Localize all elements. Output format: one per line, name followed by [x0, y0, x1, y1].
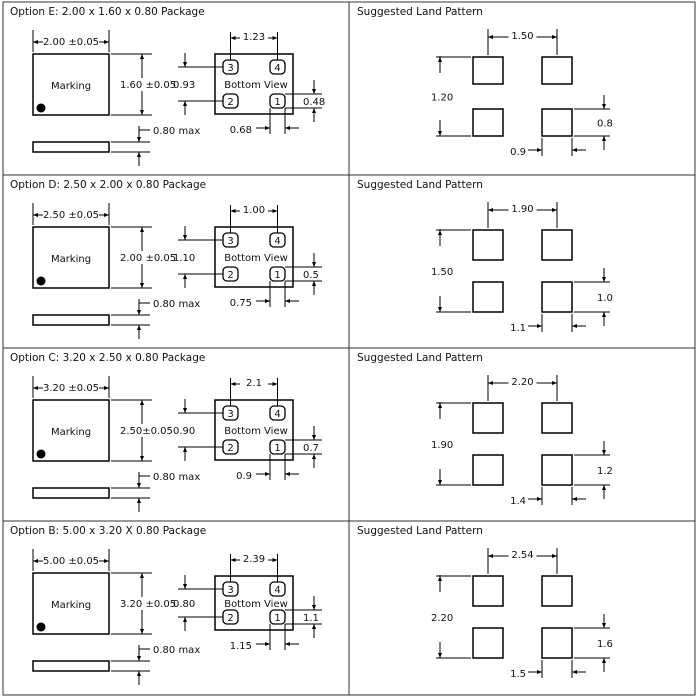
pad-1-number: 1	[274, 443, 281, 454]
land-pattern-title: Suggested Land Pattern	[357, 352, 483, 364]
thickness-label: 0.80 max	[153, 126, 201, 137]
thickness-label: 0.80 max	[153, 472, 201, 483]
land-pad-bottom-left	[473, 282, 503, 312]
land-pattern-title: Suggested Land Pattern	[357, 525, 483, 537]
land-pitch-y-label: 1.20	[431, 92, 454, 104]
pad-1-number: 1	[274, 270, 281, 281]
pad-w-label: 0.9	[236, 471, 252, 482]
pad-4-number: 4	[274, 63, 281, 74]
pad-1-number: 1	[274, 97, 281, 108]
pad-3-number: 3	[227, 409, 234, 420]
package-side-view	[33, 661, 109, 671]
pad-w-label: 0.75	[229, 298, 252, 309]
land-pad-w-label: 1.4	[510, 496, 526, 507]
land-pad-h-label: 0.8	[597, 118, 613, 130]
pitch-x-label: 2.1	[246, 378, 262, 389]
pitch-y-label: 0.80	[173, 599, 196, 610]
width-dim-label: 2.00 ±0.05	[42, 37, 100, 48]
thickness-label: 0.80 max	[153, 645, 201, 656]
bottom-view-label: Bottom View	[224, 80, 288, 91]
height-dim-label: 1.60 ±0.05	[120, 80, 177, 91]
pad-3-number: 3	[227, 236, 234, 247]
land-pad-bottom-right	[542, 282, 572, 312]
width-dim-label: 5.00 ±0.05	[42, 556, 100, 567]
pad-h-label: 0.5	[303, 270, 319, 281]
land-pattern-title: Suggested Land Pattern	[357, 179, 483, 191]
land-pad-top-right	[542, 403, 572, 433]
marking-label: Marking	[50, 254, 92, 265]
land-pitch-y-label: 1.50	[431, 267, 454, 278]
pad-4-number: 4	[274, 409, 281, 420]
pad-2-number: 2	[227, 613, 234, 624]
land-pad-h-label: 1.0	[597, 293, 613, 304]
pad-4-number: 4	[274, 236, 281, 247]
land-pad-w-label: 0.9	[510, 147, 526, 158]
pin1-marker-dot	[37, 450, 46, 459]
pitch-y-label: 0.93	[173, 80, 196, 91]
package-side-view	[33, 315, 109, 325]
land-pad-bottom-right	[542, 455, 572, 485]
pitch-y-label: 0.90	[173, 426, 196, 437]
height-dim-label: 2.00 ±0.05	[120, 253, 177, 264]
land-pad-w-label: 1.1	[510, 323, 526, 334]
pitch-y-label: 1.10	[173, 253, 196, 264]
pitch-x-label: 1.23	[242, 32, 266, 43]
package-option-title: Option B: 5.00 x 3.20 X 0.80 Package	[10, 525, 207, 537]
height-dim-label: 2.50±0.05	[120, 426, 173, 437]
land-pad-bottom-left	[473, 628, 503, 658]
land-pad-h-label: 1.2	[597, 466, 613, 477]
pad-4-number: 4	[274, 585, 281, 596]
pad-w-label: 0.68	[229, 125, 252, 136]
marking-label: Marking	[50, 81, 92, 92]
land-pitch-x-label: 2.20	[511, 377, 534, 388]
marking-label: Marking	[50, 427, 92, 438]
pad-h-label: 0.48	[303, 97, 326, 108]
bottom-view-label: Bottom View	[224, 426, 288, 437]
pad-3-number: 3	[227, 585, 234, 596]
land-pad-top-right	[542, 57, 572, 84]
land-pitch-x-label: 2.54	[511, 550, 534, 561]
package-side-view	[33, 488, 109, 498]
land-pad-top-left	[473, 230, 503, 260]
land-pitch-x-label: 1.90	[511, 204, 534, 215]
land-pad-top-left	[473, 403, 503, 433]
pad-2-number: 2	[227, 270, 234, 281]
land-pad-bottom-right	[542, 628, 572, 658]
pad-2-number: 2	[227, 443, 234, 454]
height-dim-label: 3.20 ±0.05	[120, 599, 177, 610]
land-pad-top-left	[473, 57, 503, 84]
package-option-row	[10, 6, 613, 166]
pitch-x-label: 2.39	[242, 554, 266, 565]
pitch-x-label: 1.00	[242, 205, 266, 216]
land-pad-top-left	[473, 576, 503, 606]
pad-h-label: 0.7	[303, 443, 319, 454]
bottom-view-label: Bottom View	[224, 599, 288, 610]
width-dim-label: 2.50 ±0.05	[42, 210, 100, 221]
pad-3-number: 3	[227, 63, 234, 74]
pad-w-label: 1.15	[229, 641, 252, 652]
land-pad-top-right	[542, 576, 572, 606]
marking-label: Marking	[50, 600, 92, 611]
land-pad-bottom-right	[542, 109, 572, 136]
width-dim-label: 3.20 ±0.05	[42, 383, 100, 394]
pad-2-number: 2	[227, 97, 234, 108]
pin1-marker-dot	[37, 623, 46, 632]
land-pad-bottom-left	[473, 109, 503, 136]
land-pattern-title: Suggested Land Pattern	[357, 6, 483, 18]
package-side-view	[33, 142, 109, 152]
pad-1-number: 1	[274, 613, 281, 624]
land-pad-w-label: 1.5	[510, 669, 526, 680]
land-pitch-x-label: 1.50	[511, 31, 534, 42]
package-option-title: Option C: 3.20 x 2.50 x 0.80 Package	[10, 352, 206, 364]
pad-h-label: 1.1	[303, 613, 319, 624]
land-pad-top-right	[542, 230, 572, 260]
package-option-title: Option E: 2.00 x 1.60 x 0.80 Package	[10, 6, 205, 18]
pin1-marker-dot	[37, 277, 46, 286]
land-pitch-y-label: 2.20	[431, 613, 454, 624]
thickness-label: 0.80 max	[153, 299, 201, 310]
land-pad-bottom-left	[473, 455, 503, 485]
package-option-title: Option D: 2.50 x 2.00 x 0.80 Package	[10, 179, 207, 191]
land-pitch-y-label: 1.90	[431, 440, 454, 451]
pin1-marker-dot	[37, 104, 46, 113]
land-pad-h-label: 1.6	[597, 639, 613, 650]
bottom-view-label: Bottom View	[224, 253, 288, 264]
